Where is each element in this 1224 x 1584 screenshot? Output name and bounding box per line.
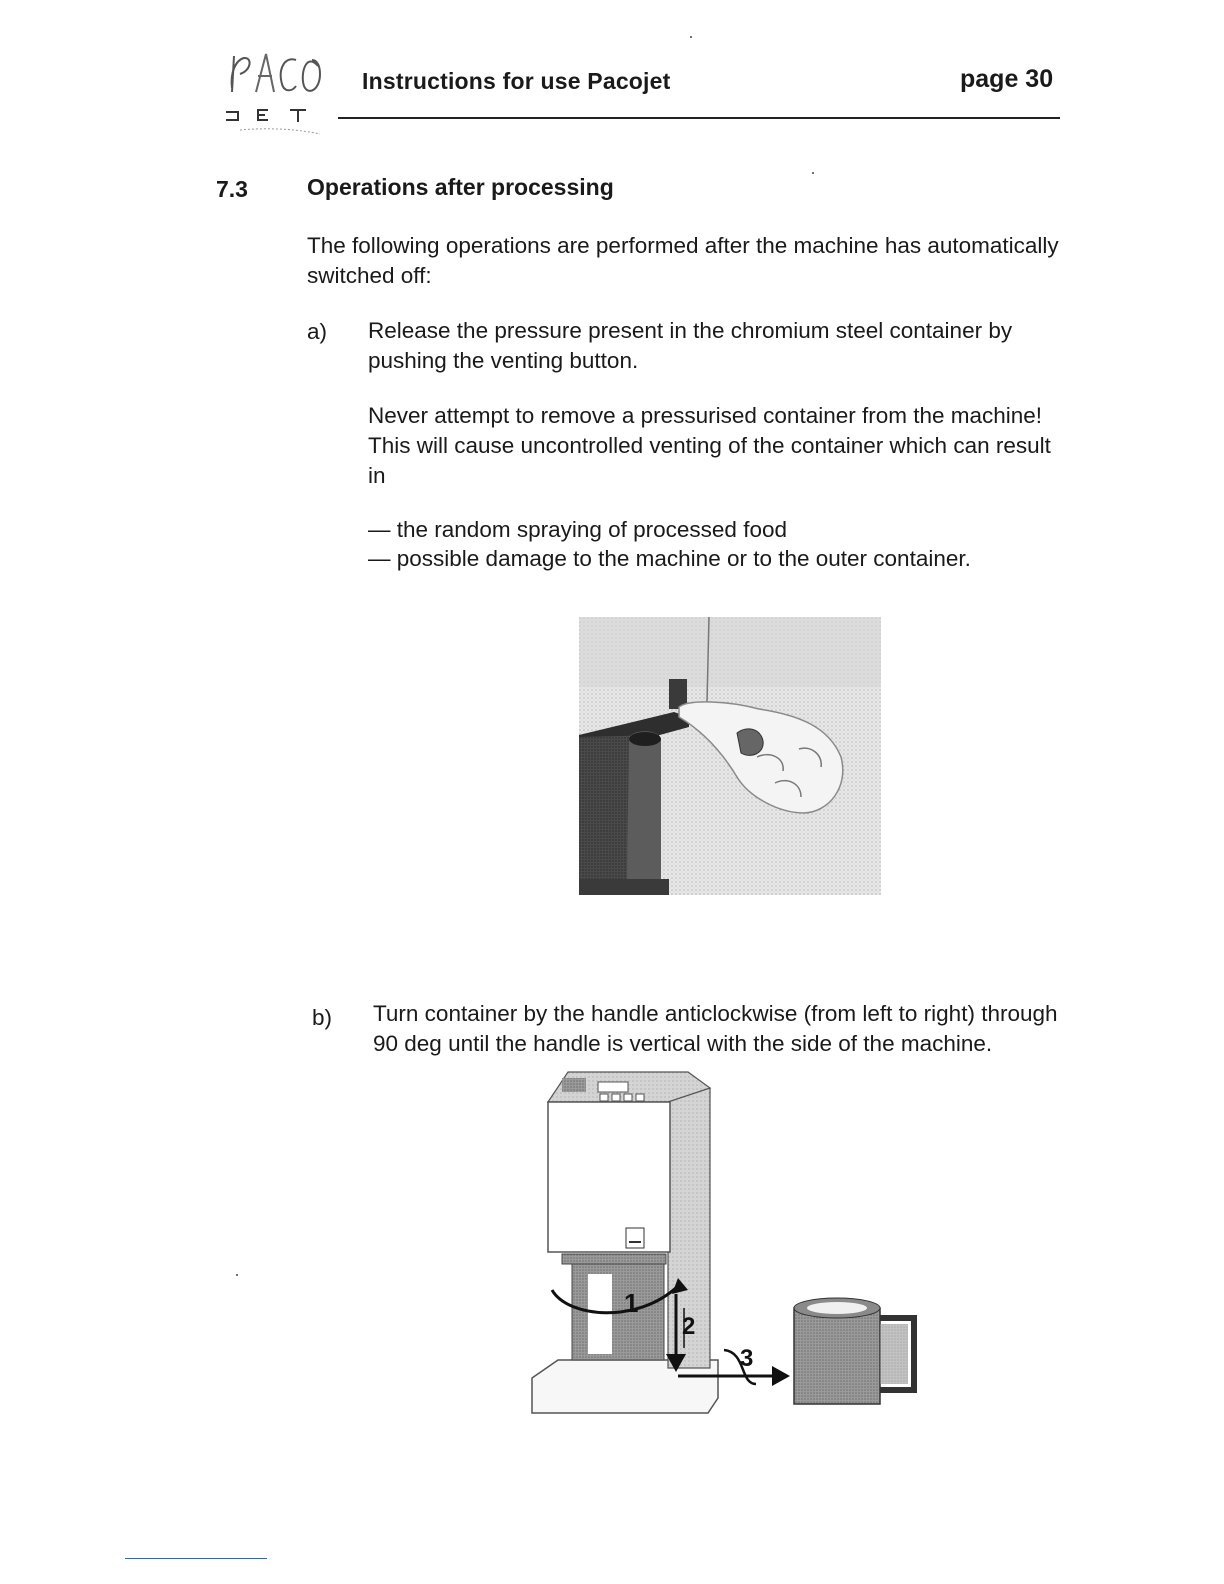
intro-paragraph: The following operations are performed after the machine has automatically switched off: — [307, 233, 1059, 288]
step-a-text: Release the pressure present in the chromium steel container by pushing the venting button. — [368, 318, 1013, 373]
section-number: 7.3 — [216, 176, 248, 202]
container-removal-diagram — [528, 1068, 928, 1418]
footnote-divider — [125, 1558, 267, 1559]
section-title: Operations after processing — [307, 174, 614, 200]
step-b-text: Turn container by the handle anticlockwise (from left to right) through 90 deg until the handle is vertical with the side of the machine. — [373, 1001, 1058, 1056]
header-divider — [338, 117, 1060, 119]
diagram-label-1: 1 — [624, 1288, 639, 1318]
scan-speck — [812, 172, 814, 174]
pacojet-logo — [222, 30, 332, 140]
scan-speck — [690, 36, 692, 38]
page-number: page 30 — [960, 65, 1054, 93]
step-b-marker: b) — [312, 1005, 333, 1030]
list-item: — possible damage to the machine or to the outer container. — [368, 546, 971, 571]
diagram-label-2: 2 — [682, 1313, 696, 1340]
scan-speck — [236, 1274, 238, 1276]
list-item: — the random spraying of processed food — [368, 517, 787, 542]
warning-paragraph: Never attempt to remove a pressurised container from the machine! This will cause uncontrolled venting of the container which can result in — [368, 403, 1051, 488]
header-title: Instructions for use Pacojet — [362, 68, 671, 94]
venting-button-photo — [579, 617, 881, 895]
diagram-label-3: 3 — [740, 1345, 754, 1372]
step-a-marker: a) — [307, 319, 328, 344]
